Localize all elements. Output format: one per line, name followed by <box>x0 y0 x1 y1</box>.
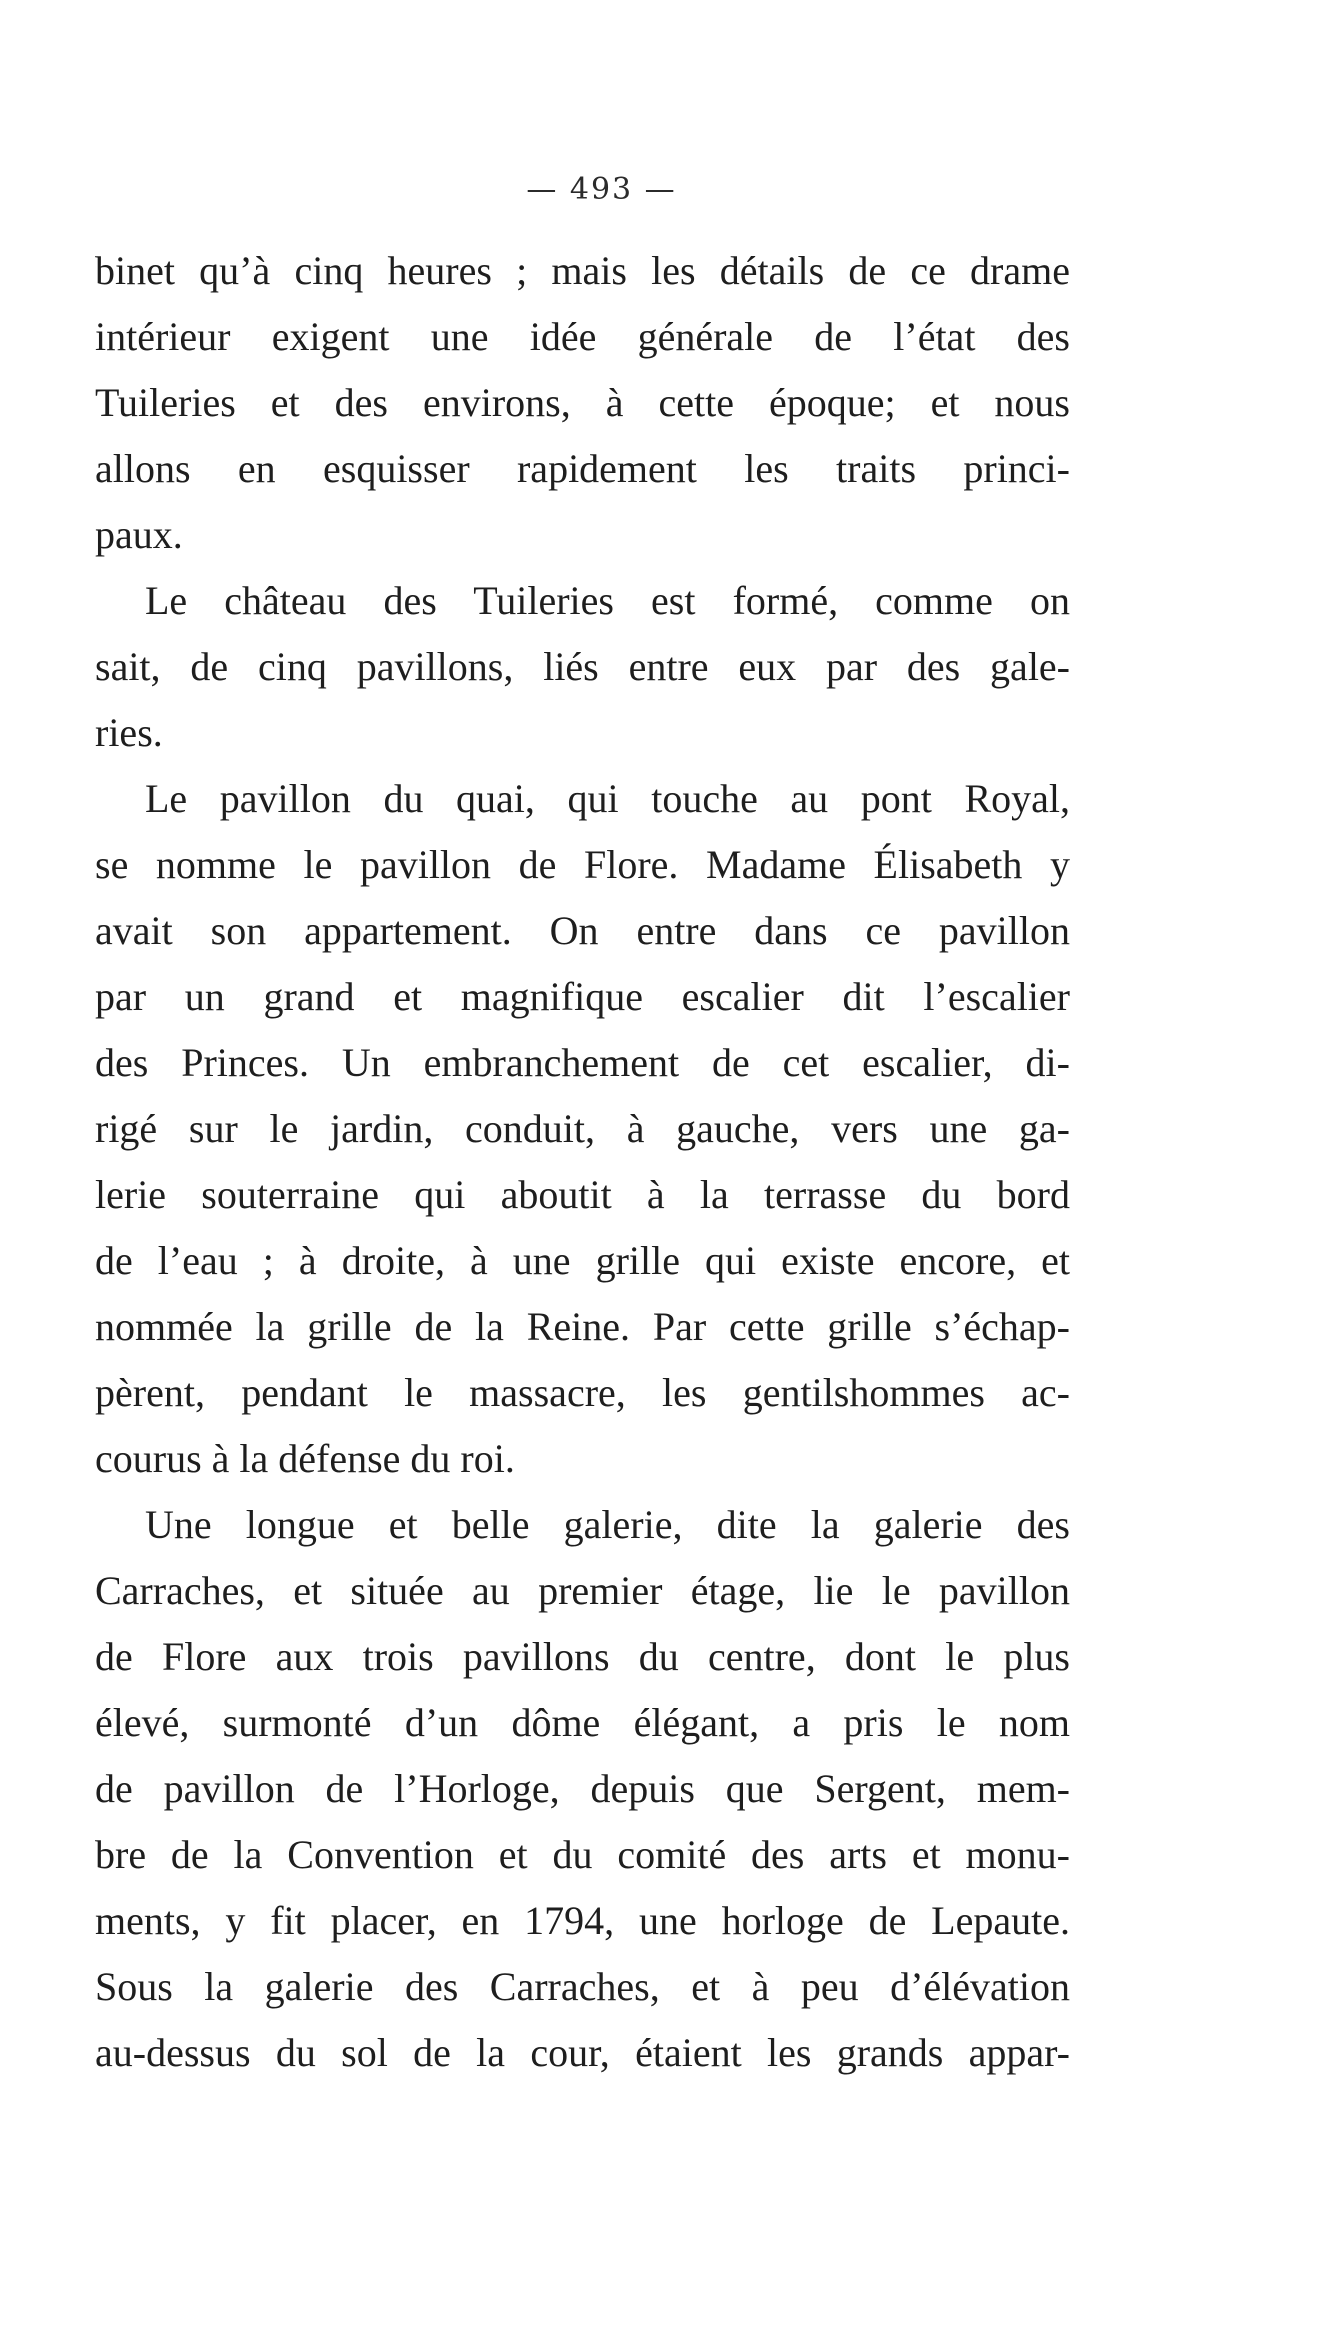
text-line: bre de la Convention et du comité des arts et monu- <box>95 1832 1070 1877</box>
text-line: Tuileries et des environs, à cette époque; et nous <box>95 380 1070 425</box>
text-line: élevé, surmonté d’un dôme élégant, a pris le nom <box>95 1700 1070 1745</box>
text-line: nommée la grille de la Reine. Par cette grille s’échap- <box>95 1304 1070 1349</box>
page-number: — 493 — <box>526 172 677 207</box>
text-line: au-dessus du sol de la cour, étaient les grands appar- <box>95 2030 1070 2075</box>
text-line: rigé sur le jardin, conduit, à gauche, vers une ga- <box>95 1106 1070 1151</box>
body-text <box>95 238 1070 2086</box>
text-line: ments, y fit placer, en 1794, une horloge de Lepaute. <box>95 1898 1070 1943</box>
text-line: des Princes. Un embranchement de cet escalier, di- <box>95 1040 1070 1085</box>
text-line: Le pavillon du quai, qui touche au pont Royal, <box>145 776 1070 821</box>
text-line: paux. <box>95 512 183 557</box>
text-line: allons en esquisser rapidement les traits princi- <box>95 446 1070 491</box>
text-line: de Flore aux trois pavillons du centre, dont le plus <box>95 1634 1070 1679</box>
text-line: lerie souterraine qui aboutit à la terrasse du bord <box>95 1172 1070 1217</box>
text-line: de l’eau ; à droite, à une grille qui existe encore, et <box>95 1238 1070 1283</box>
text-line: par un grand et magnifique escalier dit l’escalier <box>95 974 1070 1019</box>
text-line: ries. <box>95 710 163 755</box>
text-line: courus à la défense du roi. <box>95 1436 515 1481</box>
text-line: Une longue et belle galerie, dite la galerie des <box>145 1502 1070 1547</box>
text-line: Carraches, et située au premier étage, lie le pavillon <box>95 1568 1070 1613</box>
text-line: avait son appartement. On entre dans ce pavillon <box>95 908 1070 953</box>
text-line: Le château des Tuileries est formé, comme on <box>145 578 1070 623</box>
text-line: se nomme le pavillon de Flore. Madame Élisabeth y <box>95 842 1070 887</box>
text-line: pèrent, pendant le massacre, les gentilshommes ac- <box>95 1370 1070 1415</box>
text-line: de pavillon de l’Horloge, depuis que Sergent, mem- <box>95 1766 1070 1811</box>
text-line: sait, de cinq pavillons, liés entre eux par des gale- <box>95 644 1070 689</box>
text-line: binet qu’à cinq heures ; mais les détails de ce drame <box>95 248 1070 293</box>
text-line: Sous la galerie des Carraches, et à peu d’élévation <box>95 1964 1070 2009</box>
text-line: intérieur exigent une idée générale de l’état des <box>95 314 1070 359</box>
